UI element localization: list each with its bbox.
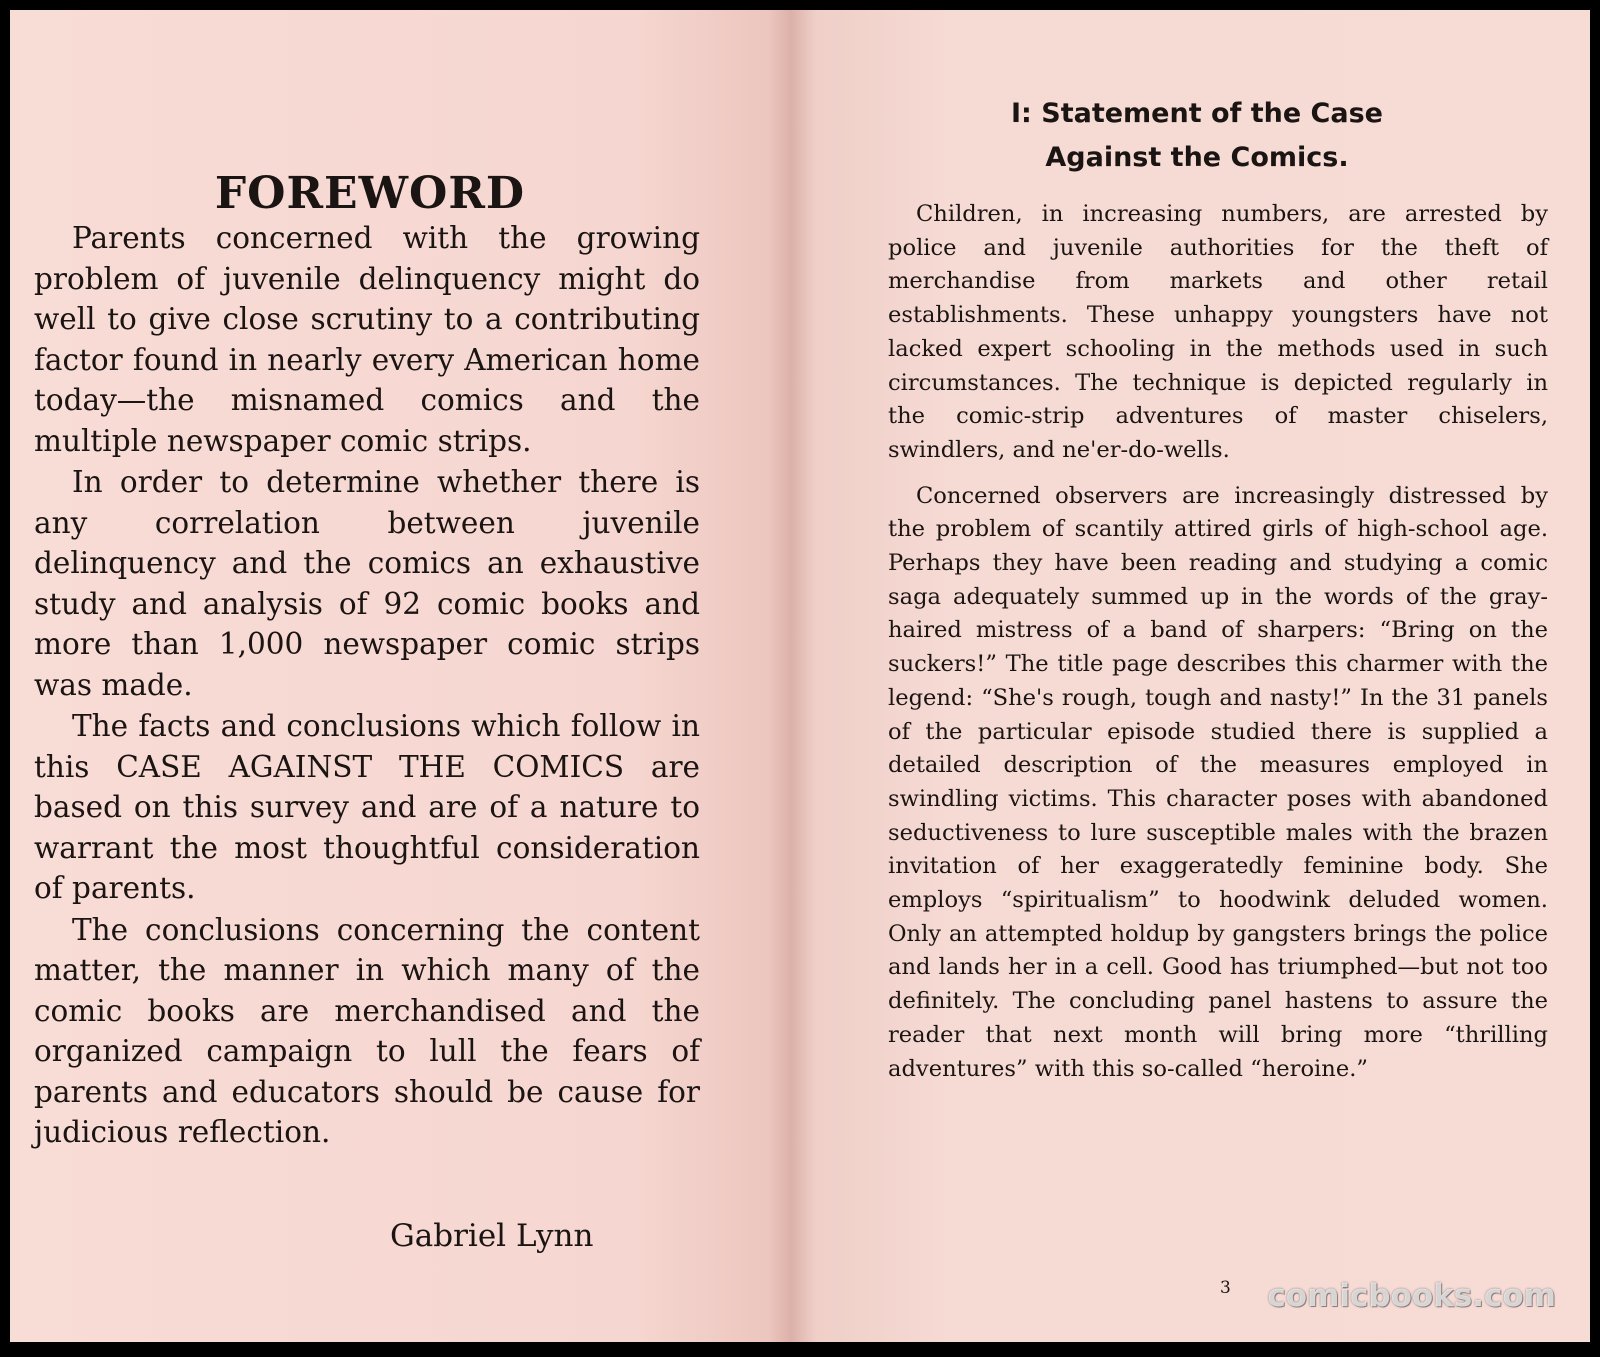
book-spread	[10, 10, 1590, 1342]
page-number: 3	[1220, 1278, 1231, 1298]
chapter-title-line: Against the Comics.	[1045, 142, 1349, 173]
author-signature: Gabriel Lynn	[390, 1218, 594, 1254]
left-page	[10, 10, 792, 1342]
right-page	[792, 10, 1590, 1342]
foreword-paragraph: The facts and conclusions which follow in this CASE AGAINST THE COMICS are based on this survey and are of a nature to warrant the most thoughtful consideration of parents.	[34, 709, 700, 905]
foreword-paragraph: In order to determine whether there is any correlation between juvenile delinquency and the comics an exhaustive study and analysis of 92 comic books and more than 1,000 newspaper comic strips was made.	[34, 465, 700, 702]
foreword-title: FOREWORD	[214, 168, 526, 219]
foreword-paragraph: The conclusions concerning the content matter, the manner in which many of the comic books are merchandised and the organized campaign to lull the fears of parents and educators should be cause for judicious reflection.	[34, 912, 700, 1149]
chapter-title-line: I: Statement of the Case	[1011, 98, 1383, 129]
chapter-title	[792, 92, 1590, 180]
chapter-paragraph: Children, in increasing numbers, are arrested by police and juvenile authorities for the theft of merchandise from markets and other retail establishments. These unhappy youngsters have not lacked expert schooling in the methods used in such circumstances. The technique is depicted regularly in the comic-strip adventures of master chiselers, swindlers, and ne'er-do-wells.	[888, 201, 1548, 463]
foreword-paragraph: Parents concerned with the growing problem of juvenile delinquency might do well to give close scrutiny to a contributing factor found in nearly every American home today—the misnamed comics and the multiple newspaper comic strips.	[34, 221, 700, 458]
chapter-paragraph: Concerned observers are increasingly distressed by the problem of scantily attired girls of high-school age. Perhaps they have been reading and studying a comic saga adequately summed up in the words of the gray-haired mistress of a band of sharpers: “Bring on the suckers!” The title page describes this charmer with the legend: “She's rough, tough and nasty!” In the 31 panels of the particular episode studied there is supplied a detailed description of the measures employed in swindling victims. This character poses with abandoned seductiveness to lure susceptible males with the brazen invitation of her exaggeratedly feminine body. She employs “spiritualism” to hoodwink deluded women. Only an attempted holdup by gangsters brings the police and lands her in a cell. Good has triumphed—but not too definitely. The concluding panel hastens to assure the reader that next month will bring more “thrilling adventures” with this so-called “heroine.”	[888, 482, 1548, 1082]
foreword-body	[34, 218, 700, 1154]
watermark: comicbooks.com	[1267, 1278, 1556, 1314]
chapter-body	[888, 198, 1548, 1098]
